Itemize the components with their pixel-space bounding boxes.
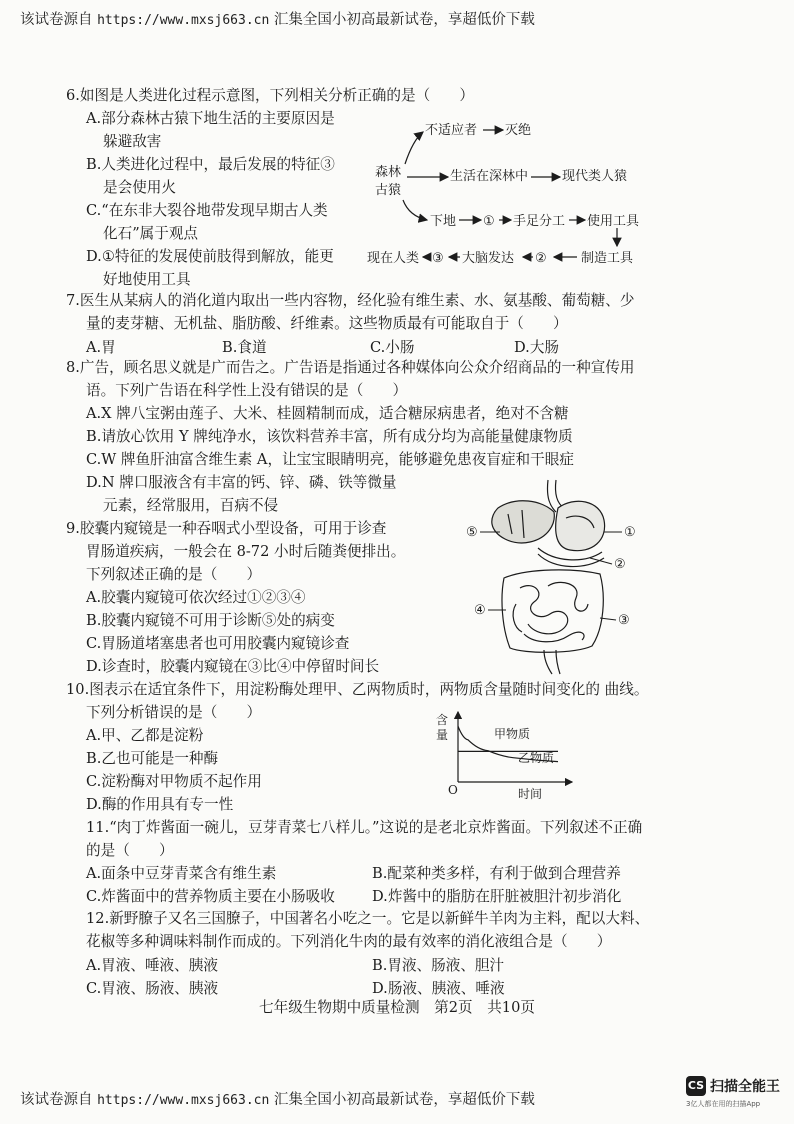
q7-option-a: A.胃 bbox=[86, 339, 116, 356]
q10-option-a: A.甲、乙都是淀粉 bbox=[86, 727, 204, 744]
diagram-node-make-tools: 制造工具 bbox=[581, 251, 634, 266]
chart-origin-label: O bbox=[448, 783, 458, 797]
q6-option-b-line1: B.人类进化过程中，最后发展的特征③ bbox=[86, 156, 335, 173]
q10-option-b: B.乙也可能是一种酶 bbox=[86, 750, 219, 767]
question-11-stem bbox=[66, 816, 642, 862]
q11-line1: 11.“肉丁炸酱面一碗儿，豆芽青菜七八样儿。”这说的是老北京炸酱面。下列叙述不正确 bbox=[86, 819, 643, 836]
q12-line1: 12.新野膫子又名三国膫子，中国著名小吃之一。它是以新鲜牛羊肉为主料，配以大料、 bbox=[86, 910, 650, 927]
q11-option-b: B.配菜种类多样，有利于做到合理营养 bbox=[372, 865, 621, 882]
source-banner-bottom bbox=[20, 1088, 535, 1109]
q9-option-d: D.诊查时，胶囊内窥镜在③比④中停留时间长 bbox=[86, 658, 380, 675]
q7-option-b: B.食道 bbox=[222, 339, 267, 356]
scanner-logo-icon: CS bbox=[686, 1076, 706, 1096]
chart-y-label-char2: 量 bbox=[436, 728, 449, 742]
diagram-node-brain: 大脑发达 bbox=[462, 251, 515, 266]
q10-line1: 10.图表示在适宜条件下，用淀粉酶处理甲、乙两物质时，两物质含量随时间变化的 曲线。 bbox=[66, 681, 649, 698]
q12-line2: 花椒等多种调味料制作而成的。下列消化牛肉的最有效率的消化液组合是（ ） bbox=[86, 933, 612, 950]
q7-option-c: C.小肠 bbox=[370, 339, 415, 356]
question-6-options bbox=[86, 107, 335, 291]
q6-option-c-line1: C.“在东非大裂谷地带发现早期古人类 bbox=[86, 202, 328, 219]
q12-option-b: B.胃液、肠液、胆汁 bbox=[372, 957, 505, 974]
chart-x-label: 时间 bbox=[518, 787, 543, 800]
scanner-tagline: 3亿人都在用的扫描App bbox=[686, 1100, 761, 1108]
banner-url-bottom[interactable]: https://www.mxsj663.cn bbox=[97, 1093, 270, 1108]
q8-option-c: C.W 牌鱼肝油富含维生素 A，让宝宝眼睛明亮，能够避免患夜盲症和干眼症 bbox=[86, 451, 574, 468]
digestive-label-5: ⑤ bbox=[466, 525, 478, 540]
q8-option-a: A.X 牌八宝粥由莲子、大米、桂圆精制而成，适合糖尿病患者，绝对不含糖 bbox=[86, 405, 569, 422]
diagram-node-unfit: 不适应者 bbox=[425, 123, 478, 138]
scanner-app-name: 扫描全能王 bbox=[710, 1079, 780, 1095]
diagram-node-ground: 下地 bbox=[430, 214, 457, 229]
source-banner-top bbox=[20, 8, 535, 29]
q6-option-d-line2: 好地使用工具 bbox=[103, 271, 191, 288]
digestive-label-1: ① bbox=[624, 525, 636, 540]
diagram-node-apes: 现代类人猿 bbox=[562, 169, 628, 184]
question-12-stem bbox=[66, 907, 649, 953]
q12-option-c: C.胃液、肠液、胰液 bbox=[86, 980, 219, 997]
series-label-1: 甲物质 bbox=[494, 727, 531, 741]
q6-option-b-line2: 是会使用火 bbox=[103, 179, 176, 196]
q11-option-c: C.炸酱面中的营养物质主要在小肠吸收 bbox=[86, 888, 335, 905]
q11-line2: 的是（ ） bbox=[86, 842, 174, 859]
q9-option-a: A.胶囊内窥镜可依次经过①②③④ bbox=[86, 589, 306, 606]
q7-line2: 量的麦芽糖、无机盐、脂肪酸、纤维素。这些物质最有可能取自于（ ） bbox=[86, 315, 568, 332]
diagram-node-extinct: 灭绝 bbox=[505, 123, 532, 138]
diagram-node-humans: 现在人类 bbox=[367, 251, 420, 266]
chart-y-label-char1: 含 bbox=[436, 713, 449, 727]
q8-option-d-line1: D.N 牌口服液含有丰富的钙、锌、磷、铁等微量 bbox=[86, 474, 397, 491]
page-footer: 七年级生物期中质量检测 第2页 共10页 bbox=[259, 999, 535, 1016]
banner-prefix: 该试卷源自 bbox=[20, 12, 93, 28]
digestive-system-diagram bbox=[464, 478, 644, 678]
q6-option-c-line2: 化石”属于观点 bbox=[103, 225, 199, 242]
q9-option-b: B.胶囊内窥镜不可用于诊断⑤处的病变 bbox=[86, 612, 335, 629]
q8-option-b: B.请放心饮用 Y 牌纯净水，该饮料营养丰富，所有成分均为高能量健康物质 bbox=[86, 428, 573, 445]
q7-line1: 7.医生从某病人的消化道内取出一些内容物，经化验有维生素、水、氨基酸、葡萄糖、少 bbox=[66, 292, 635, 309]
q9-line3: 下列叙述正确的是（ ） bbox=[86, 566, 262, 583]
series-label-2: 乙物质 bbox=[518, 751, 555, 765]
q11-option-d: D.炸酱中的脂肪在肝脏被胆汁初步消化 bbox=[372, 888, 622, 905]
banner-prefix-bottom: 该试卷源自 bbox=[20, 1092, 93, 1108]
q10-line2: 下列分析错误的是（ ） bbox=[86, 704, 262, 721]
q10-option-c: C.淀粉酶对甲物质不起作用 bbox=[86, 773, 262, 790]
diagram-node-1: ① bbox=[483, 214, 495, 229]
banner-suffix: 汇集全国小初高最新试卷，享超低价下载 bbox=[273, 12, 535, 28]
question-7-stem bbox=[66, 289, 635, 335]
chart-y-label bbox=[436, 713, 452, 742]
digestive-label-4: ④ bbox=[474, 603, 486, 618]
enzyme-content-chart bbox=[432, 704, 592, 800]
q9-line1: 9.胶囊内窥镜是一种吞咽式小型设备，可用于诊查 bbox=[66, 520, 387, 537]
q6-option-d-line1: D.①特征的发展使前肢得到解放，能更 bbox=[86, 248, 334, 265]
q12-option-a: A.胃液、唾液、胰液 bbox=[86, 957, 218, 974]
digestive-label-2: ② bbox=[614, 557, 626, 572]
digestive-label-3: ③ bbox=[618, 613, 630, 628]
question-9 bbox=[66, 517, 405, 678]
diagram-node-use-tools: 使用工具 bbox=[587, 214, 640, 229]
q6-option-a-line1: A.部分森林古猿下地生活的主要原因是 bbox=[86, 110, 335, 127]
evolution-diagram bbox=[365, 112, 665, 272]
q9-line2: 胃肠道疾病，一般会在 8-72 小时后随粪便排出。 bbox=[86, 543, 406, 560]
q7-option-d: D.大肠 bbox=[514, 339, 560, 356]
diagram-start-line2: 古猿 bbox=[375, 183, 402, 198]
q8-line1: 8.广告，顾名思义就是广而告之。广告语是指通过各种媒体向公众介绍商品的一种宣传用 bbox=[66, 359, 635, 376]
q12-option-d: D.肠液、胰液、唾液 bbox=[372, 980, 505, 997]
q10-option-d: D.酶的作用具有专一性 bbox=[86, 796, 234, 813]
q8-option-d-line2: 元素，经常服用，百病不侵 bbox=[103, 497, 279, 514]
diagram-node-2: ② bbox=[535, 251, 547, 266]
diagram-start-line1: 森林 bbox=[375, 165, 402, 180]
banner-suffix-bottom: 汇集全国小初高最新试卷，享超低价下载 bbox=[273, 1092, 535, 1108]
diagram-node-forest: 生活在深林中 bbox=[450, 169, 529, 184]
diagram-node-hands: 手足分工 bbox=[513, 214, 566, 229]
q6-option-a-line2: 躲避敌害 bbox=[103, 133, 162, 150]
question-6-stem: 6.如图是人类进化过程示意图，下列相关分析正确的是（ ） bbox=[66, 87, 474, 104]
q11-option-a: A.面条中豆芽青菜含有维生素 bbox=[86, 865, 277, 882]
q9-option-c: C.胃肠道堵塞患者也可用胶囊内窥镜诊查 bbox=[86, 635, 350, 652]
q8-line2: 语。下列广告语在科学性上没有错误的是（ ） bbox=[86, 382, 408, 399]
banner-url[interactable]: https://www.mxsj663.cn bbox=[97, 13, 270, 28]
diagram-node-3: ③ bbox=[432, 251, 444, 266]
